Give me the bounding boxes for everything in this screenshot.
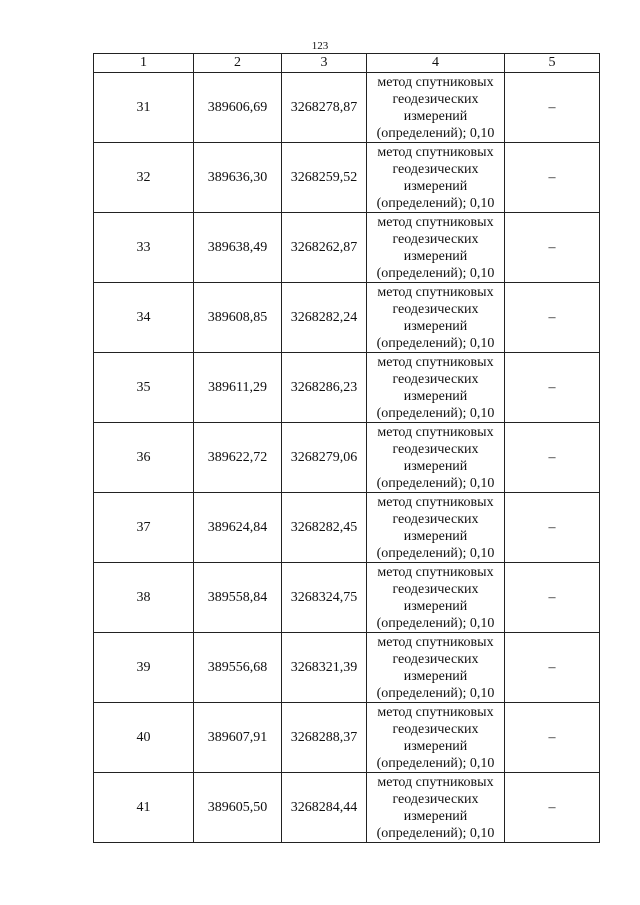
- method-line: измерений: [403, 388, 468, 404]
- table-row: [94, 493, 600, 563]
- point-number-cell: 33: [94, 213, 194, 283]
- x-coordinate-cell: 389606,69: [194, 73, 282, 143]
- method-line: метод спутниковых: [377, 354, 494, 370]
- point-number-cell: 40: [94, 703, 194, 773]
- y-coordinate-cell: 3268282,45: [282, 493, 367, 563]
- method-line: геодезических: [392, 301, 479, 317]
- y-coordinate-cell: 3268321,39: [282, 633, 367, 703]
- method-line: геодезических: [392, 161, 479, 177]
- method-line: измерений: [403, 598, 468, 614]
- column-header: 4: [367, 54, 505, 73]
- point-number-cell: 38: [94, 563, 194, 633]
- method-cell: [367, 143, 505, 213]
- method-cell: [367, 773, 505, 843]
- method-line: измерений: [403, 738, 468, 754]
- column-header: 1: [94, 54, 194, 73]
- y-coordinate-cell: 3268282,24: [282, 283, 367, 353]
- column-header: 3: [282, 54, 367, 73]
- x-coordinate-cell: 389611,29: [194, 353, 282, 423]
- table-row: [94, 283, 600, 353]
- method-line: метод спутниковых: [377, 564, 494, 580]
- method-line: (определений); 0,10: [376, 405, 495, 421]
- note-cell: –: [505, 423, 600, 493]
- table-row: [94, 773, 600, 843]
- method-line: измерений: [403, 178, 468, 194]
- note-cell: –: [505, 493, 600, 563]
- x-coordinate-cell: 389605,50: [194, 773, 282, 843]
- method-line: измерений: [403, 528, 468, 544]
- x-coordinate-cell: 389607,91: [194, 703, 282, 773]
- y-coordinate-cell: 3268262,87: [282, 213, 367, 283]
- method-line: геодезических: [392, 511, 479, 527]
- y-coordinate-cell: 3268259,52: [282, 143, 367, 213]
- x-coordinate-cell: 389608,85: [194, 283, 282, 353]
- method-line: измерений: [403, 108, 468, 124]
- point-number-cell: 32: [94, 143, 194, 213]
- table-row: [94, 633, 600, 703]
- x-coordinate-cell: 389556,68: [194, 633, 282, 703]
- note-cell: –: [505, 353, 600, 423]
- y-coordinate-cell: 3268324,75: [282, 563, 367, 633]
- table-header-row: [94, 54, 600, 73]
- method-line: геодезических: [392, 231, 479, 247]
- table-row: [94, 703, 600, 773]
- method-line: измерений: [403, 808, 468, 824]
- point-number-cell: 35: [94, 353, 194, 423]
- note-cell: –: [505, 73, 600, 143]
- method-cell: [367, 213, 505, 283]
- note-cell: –: [505, 143, 600, 213]
- method-line: (определений); 0,10: [376, 755, 495, 771]
- column-header: 5: [505, 54, 600, 73]
- method-line: метод спутниковых: [377, 144, 494, 160]
- point-number-cell: 31: [94, 73, 194, 143]
- table-row: [94, 73, 600, 143]
- method-line: (определений); 0,10: [376, 195, 495, 211]
- x-coordinate-cell: 389624,84: [194, 493, 282, 563]
- method-line: (определений); 0,10: [376, 825, 495, 841]
- method-line: метод спутниковых: [377, 494, 494, 510]
- method-line: метод спутниковых: [377, 284, 494, 300]
- method-line: геодезических: [392, 581, 479, 597]
- method-line: измерений: [403, 458, 468, 474]
- table-row: [94, 143, 600, 213]
- method-line: измерений: [403, 668, 468, 684]
- note-cell: –: [505, 633, 600, 703]
- method-line: геодезических: [392, 371, 479, 387]
- note-cell: –: [505, 703, 600, 773]
- method-line: метод спутниковых: [377, 774, 494, 790]
- coordinates-table: [93, 53, 600, 843]
- x-coordinate-cell: 389638,49: [194, 213, 282, 283]
- method-line: геодезических: [392, 791, 479, 807]
- table-row: [94, 213, 600, 283]
- method-line: геодезических: [392, 721, 479, 737]
- method-line: (определений); 0,10: [376, 685, 495, 701]
- method-line: (определений); 0,10: [376, 475, 495, 491]
- method-line: метод спутниковых: [377, 424, 494, 440]
- y-coordinate-cell: 3268278,87: [282, 73, 367, 143]
- y-coordinate-cell: 3268288,37: [282, 703, 367, 773]
- column-header: 2: [194, 54, 282, 73]
- method-line: (определений); 0,10: [376, 615, 495, 631]
- method-line: измерений: [403, 318, 468, 334]
- method-cell: [367, 353, 505, 423]
- point-number-cell: 36: [94, 423, 194, 493]
- method-line: (определений); 0,10: [376, 545, 495, 561]
- y-coordinate-cell: 3268279,06: [282, 423, 367, 493]
- table-row: [94, 423, 600, 493]
- point-number-cell: 39: [94, 633, 194, 703]
- method-cell: [367, 423, 505, 493]
- method-line: метод спутниковых: [377, 214, 494, 230]
- point-number-cell: 37: [94, 493, 194, 563]
- note-cell: –: [505, 283, 600, 353]
- method-line: (определений); 0,10: [376, 335, 495, 351]
- x-coordinate-cell: 389622,72: [194, 423, 282, 493]
- method-line: метод спутниковых: [377, 74, 494, 90]
- note-cell: –: [505, 213, 600, 283]
- x-coordinate-cell: 389636,30: [194, 143, 282, 213]
- table-row: [94, 563, 600, 633]
- table-row: [94, 353, 600, 423]
- y-coordinate-cell: 3268284,44: [282, 773, 367, 843]
- note-cell: –: [505, 773, 600, 843]
- method-line: метод спутниковых: [377, 634, 494, 650]
- method-cell: [367, 493, 505, 563]
- method-line: (определений); 0,10: [376, 125, 495, 141]
- method-cell: [367, 283, 505, 353]
- method-cell: [367, 73, 505, 143]
- x-coordinate-cell: 389558,84: [194, 563, 282, 633]
- method-line: геодезических: [392, 91, 479, 107]
- y-coordinate-cell: 3268286,23: [282, 353, 367, 423]
- method-cell: [367, 563, 505, 633]
- method-line: геодезических: [392, 441, 479, 457]
- method-cell: [367, 633, 505, 703]
- note-cell: –: [505, 563, 600, 633]
- method-cell: [367, 703, 505, 773]
- method-line: (определений); 0,10: [376, 265, 495, 281]
- point-number-cell: 34: [94, 283, 194, 353]
- method-line: метод спутниковых: [377, 704, 494, 720]
- table-body: [94, 73, 600, 843]
- point-number-cell: 41: [94, 773, 194, 843]
- method-line: измерений: [403, 248, 468, 264]
- page-number: 123: [311, 40, 329, 52]
- method-line: геодезических: [392, 651, 479, 667]
